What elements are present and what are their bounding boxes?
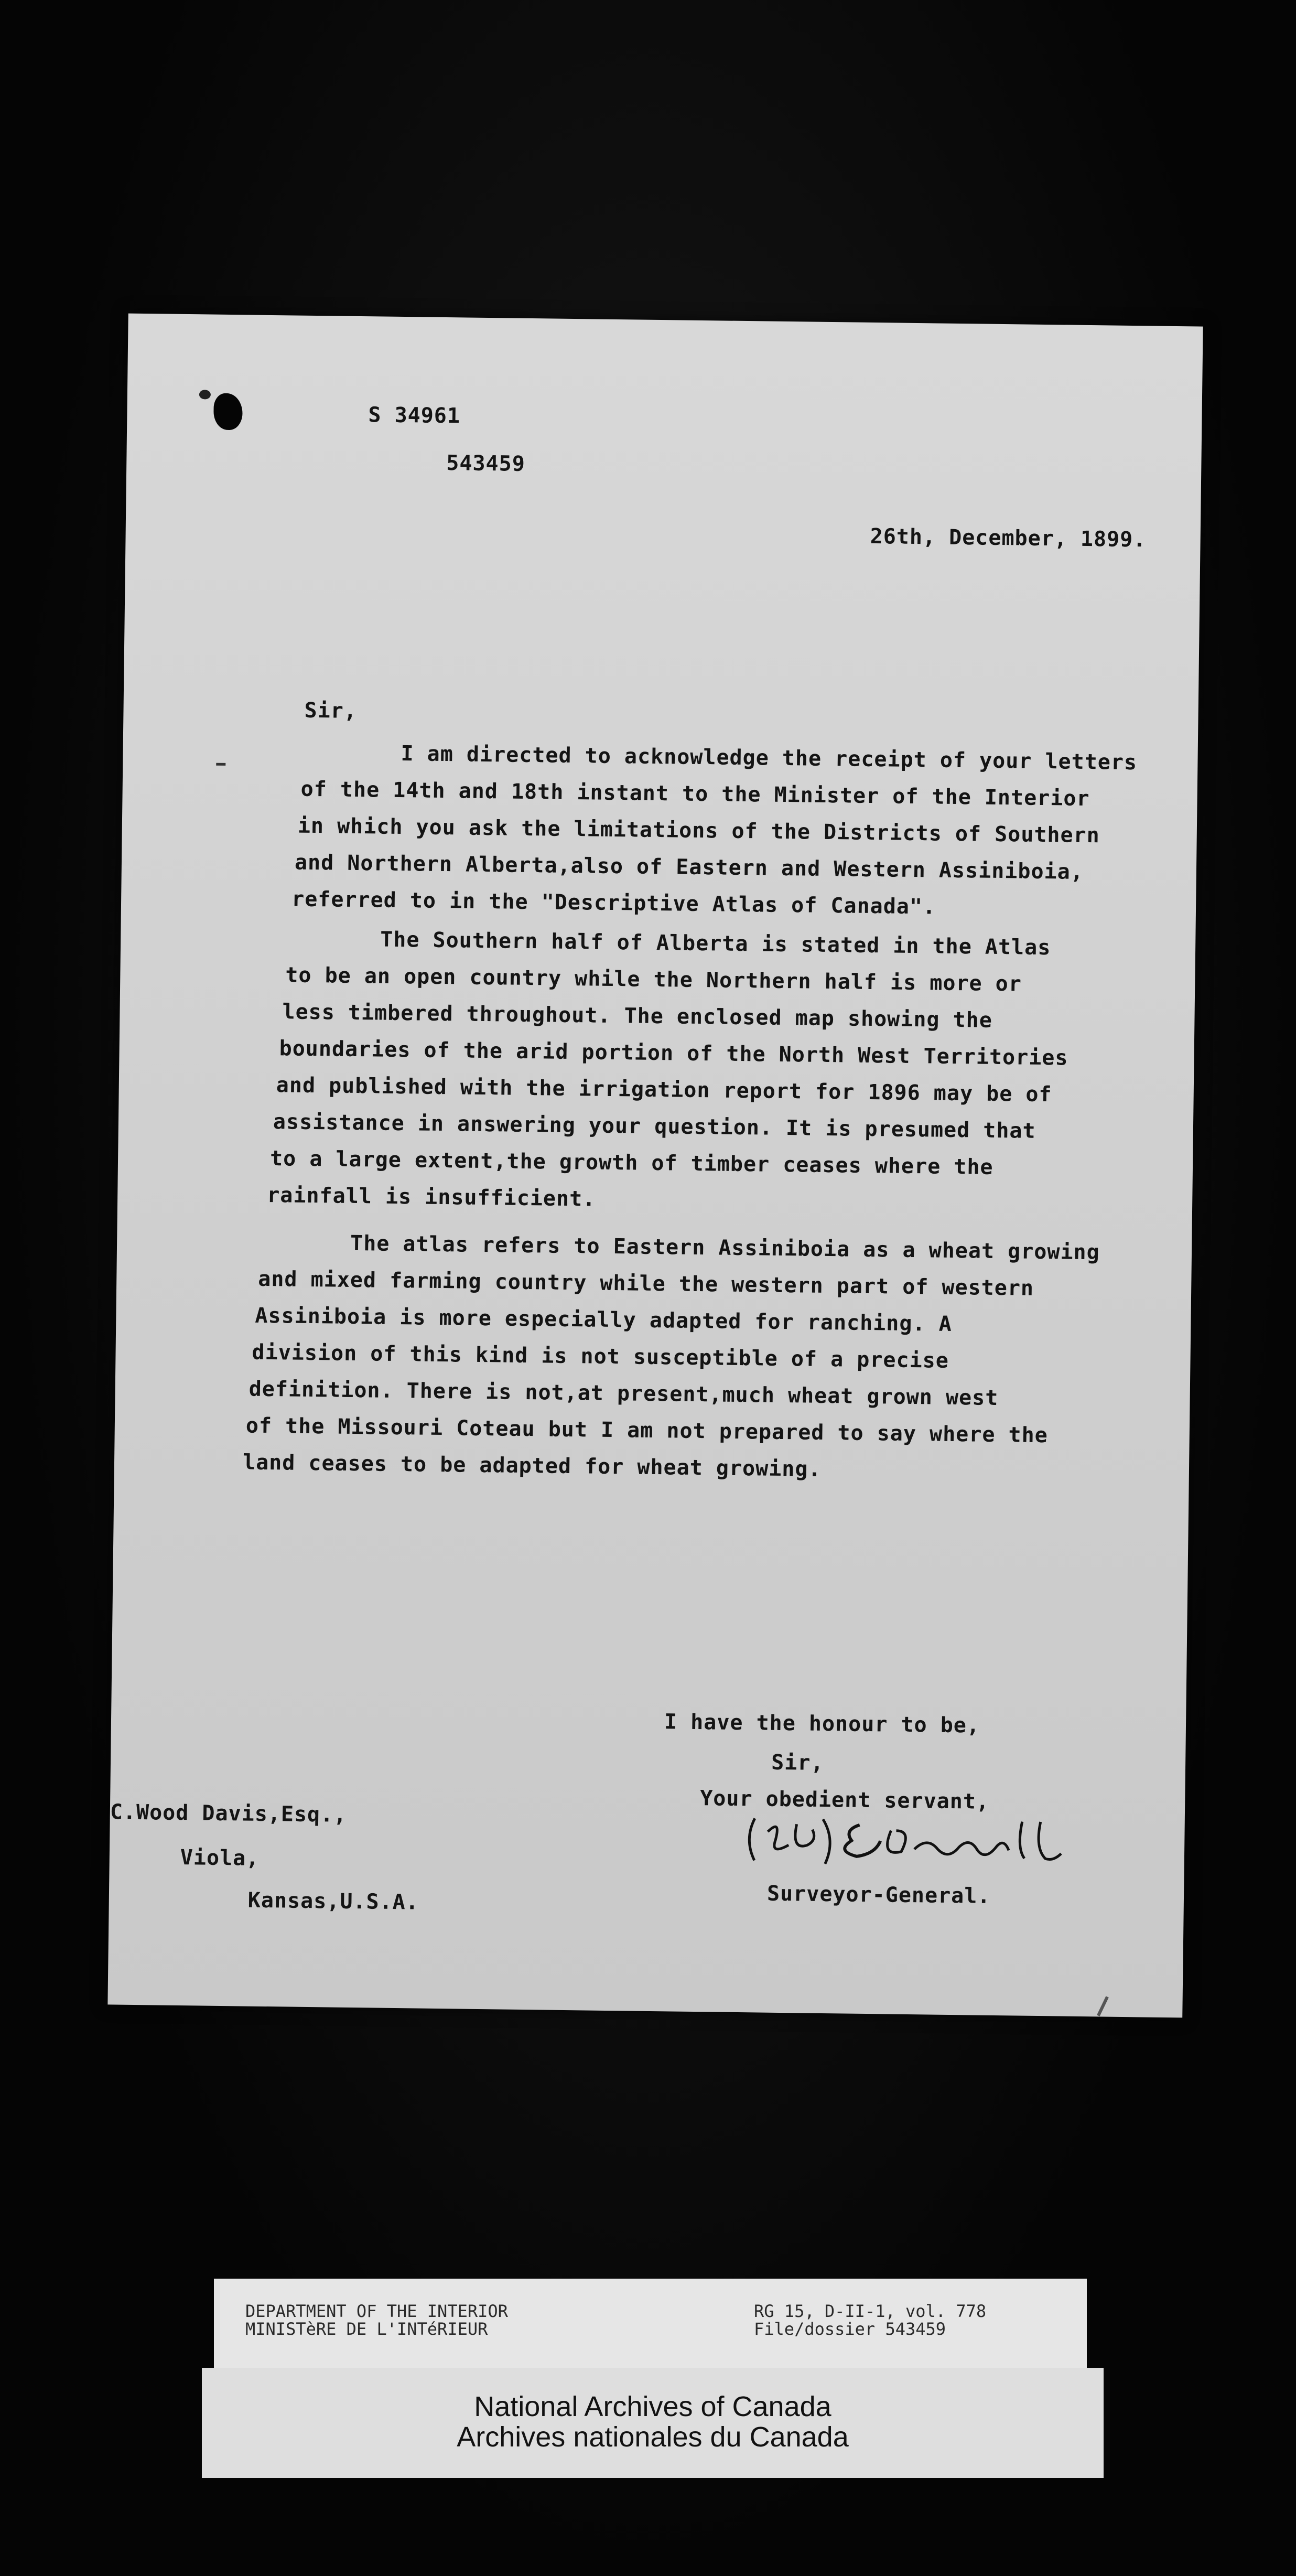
corner-mark [1097,1996,1109,2016]
body-line: in which you ask the limitations of the Districts of Southern [297,813,1100,848]
addressee-state: Kansas,U.S.A. [247,1888,419,1915]
addressee-name: C.Wood Davis,Esq., [110,1800,347,1827]
closing-line: I have the honour to be, [664,1710,980,1738]
body-line: of the 14th and 18th instant to the Minister of the Interior [300,777,1090,811]
body-line: land ceases to be adapted for wheat growing. [242,1450,822,1482]
signature-image [738,1808,1064,1880]
closing-servant: Your obedient servant, [699,1786,990,1814]
body-line: assistance in answering your question. It is presumed that [273,1110,1036,1143]
salutation: Sir, [304,698,358,723]
punch-hole-mark [213,393,243,431]
letter-date: 26th, December, 1899. [870,524,1147,552]
dept-french: MINISTèRE DE L'INTéRIEUR [245,2319,488,2339]
body-line: division of this kind is not susceptible of a precise [252,1340,949,1373]
body-line: rainfall is insufficient. [266,1183,596,1211]
body-line: The Southern half of Alberta is stated in the Atlas [380,927,1051,960]
body-line: boundaries of the arid portion of the North West Territories [279,1036,1068,1070]
body-line: and published with the irrigation report for 1896 may be of [276,1073,1052,1107]
department-label [214,2279,1087,2368]
letter-sheet [107,314,1203,2018]
record-group-ref: RG 15, D-II-1, vol. 778 [754,2301,987,2321]
body-line: to a large extent,the growth of timber ceases where the [269,1146,993,1179]
body-line: referred to in the "Descriptive Atlas of Canada". [291,887,936,919]
file-ref-2: 543459 [446,451,526,476]
archives-french: Archives nationales du Canada [457,2421,849,2453]
body-line: of the Missouri Coteau but I am not prepared to say where the [245,1413,1049,1448]
closing-sir: Sir, [771,1750,824,1776]
archives-label [202,2368,1104,2478]
body-line: The atlas refers to Eastern Assiniboia as a wheat growing [350,1231,1100,1265]
body-line: definition. There is not,at present,much wheat grown west [249,1377,999,1411]
body-line: and mixed farming country while the western part of western [258,1266,1034,1301]
margin-mark [216,763,225,766]
body-line: to be an open country while the Northern half is more or [285,963,1022,996]
file-dossier-ref: File/dossier 543459 [754,2319,946,2339]
body-line: I am directed to acknowledge the receipt of your letters [401,742,1138,775]
body-line: Assiniboia is more especially adapted for ranching. A [255,1303,952,1336]
archives-english: National Archives of Canada [474,2391,831,2422]
file-ref-1: S 34961 [368,403,461,428]
signatory-title: Surveyor-General. [766,1881,991,1908]
body-line: and Northern Alberta,also of Eastern and Western Assiniboia, [294,850,1084,884]
addressee-city: Viola, [180,1845,260,1871]
dept-english: DEPARTMENT OF THE INTERIOR [245,2301,508,2321]
body-line: less timbered throughout. The enclosed map showing the [282,1000,993,1033]
